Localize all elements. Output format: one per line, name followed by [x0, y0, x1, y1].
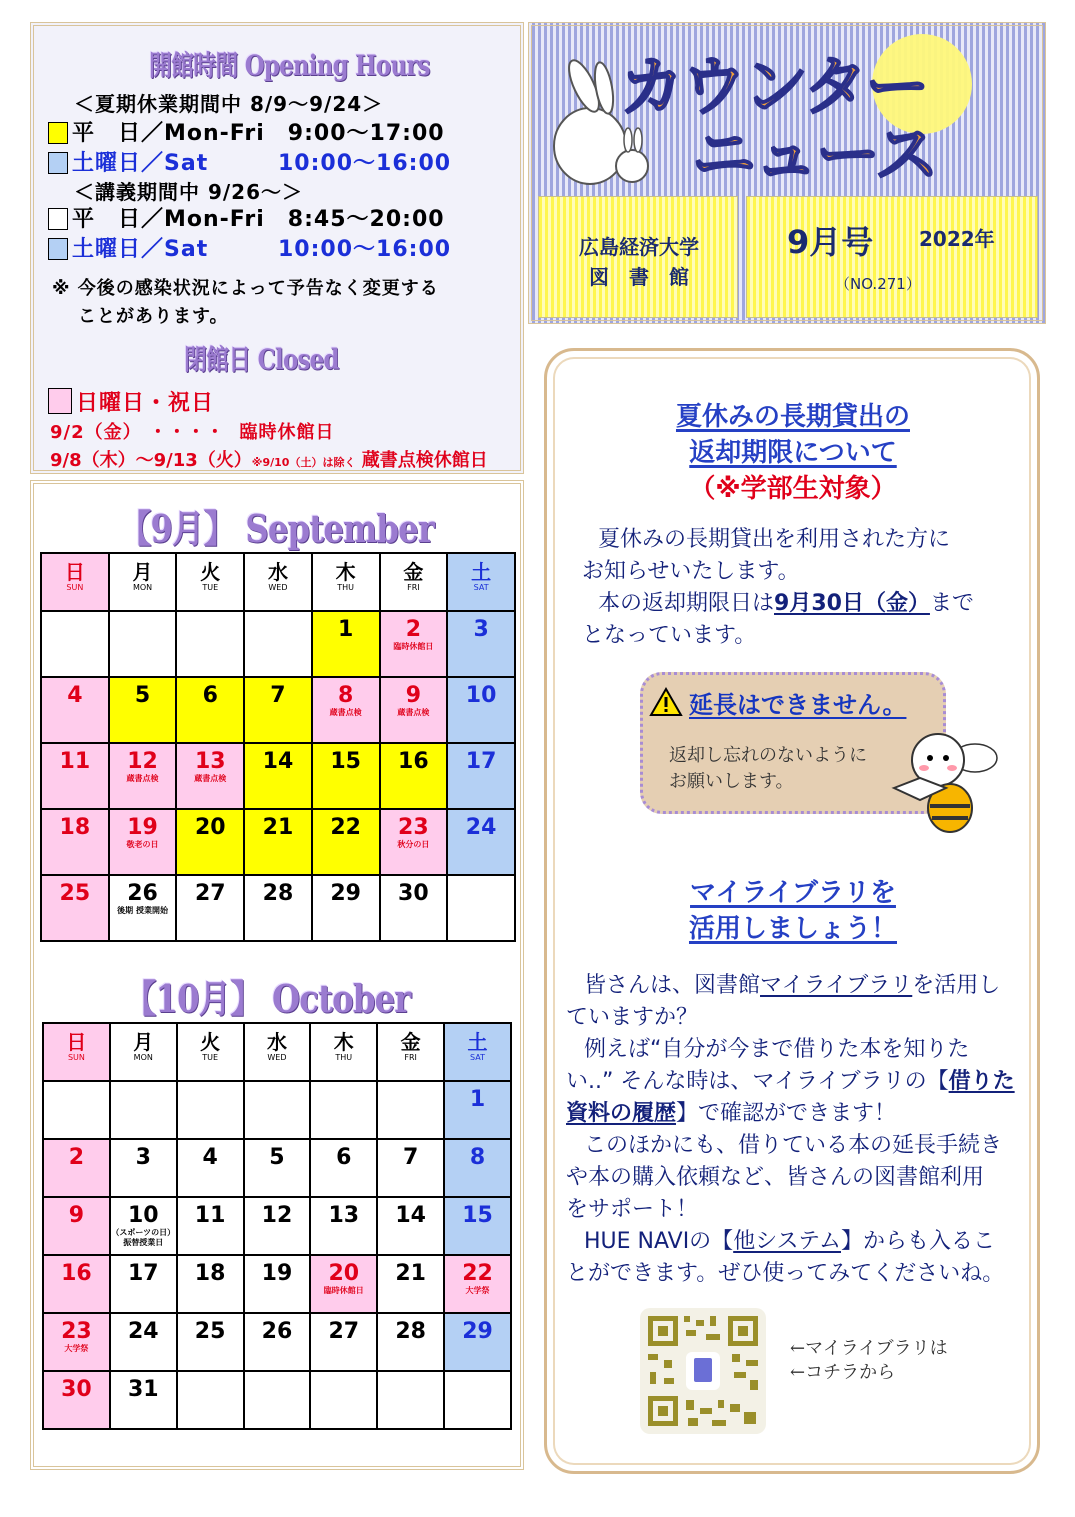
- weekday-sat: [444, 1023, 511, 1081]
- calendar-day-cell: [377, 1197, 444, 1255]
- weekday-thu: [310, 1023, 377, 1081]
- day-note: 蔵書点検: [397, 708, 430, 717]
- summer-sat-label: 土曜日／Sat: [72, 151, 209, 176]
- borrow-history-link-2[interactable]: 資料の履歴: [566, 1101, 677, 1126]
- closed-reason-1: 臨時休館日: [239, 422, 335, 443]
- weekday-tue: [176, 553, 244, 611]
- october-calendar: [42, 1022, 512, 1430]
- warning-sub-line2: お願いします。: [669, 771, 794, 792]
- day-number: 27: [194, 881, 226, 906]
- calendar-day-cell: [244, 677, 312, 743]
- calendar-week-row: [43, 1139, 511, 1197]
- weekday-header-row: [41, 553, 515, 611]
- day-number: 29: [462, 1319, 493, 1344]
- day-number: 16: [61, 1261, 92, 1286]
- october-title: 【10月】 October: [124, 976, 411, 1021]
- article1-title-line1: 夏休みの長期貸出の: [675, 402, 910, 432]
- summer-period: ＜夏期休業期間中 8/9～9/24＞: [74, 92, 384, 116]
- other-system-link[interactable]: 他システム: [733, 1229, 841, 1254]
- weekday-en: TUE: [202, 583, 219, 592]
- notice-line-2: ことがあります。: [78, 306, 229, 327]
- day-note: （スポーツの日） 振替授業日: [111, 1228, 176, 1247]
- calendar-day-cell: [380, 677, 448, 743]
- calendar-box: [30, 480, 524, 1470]
- lecture-sat-time: 10:00～16:00: [278, 237, 452, 262]
- calendar-day-cell: [244, 1313, 311, 1371]
- day-number: 15: [462, 1203, 493, 1228]
- weekday-mon: [110, 1023, 177, 1081]
- day-number: 20: [194, 815, 226, 840]
- day-number: 23: [61, 1319, 92, 1344]
- weekday-jp: 日: [64, 560, 85, 584]
- day-number: 26: [261, 1319, 293, 1344]
- day-note: 蔵書点検: [329, 708, 362, 717]
- weekday-tue: [177, 1023, 244, 1081]
- calendar-day-cell: [244, 611, 312, 677]
- calendar-day-cell: [43, 1371, 110, 1429]
- calendar-day-cell: [244, 1197, 311, 1255]
- calendar-day-cell: [444, 1139, 511, 1197]
- weekday-wed: [244, 1023, 311, 1081]
- issue-month: 9月号: [787, 223, 874, 261]
- title-line-2: ニュース: [692, 119, 937, 193]
- weekday-fri: [377, 1023, 444, 1081]
- summer-sat-time: 10:00～16:00: [278, 151, 452, 176]
- day-number: [311, 1082, 376, 1088]
- day-number: 17: [127, 1261, 159, 1286]
- article2-line7: や本の購入依頼など、皆さんの図書館利用: [566, 1165, 985, 1190]
- calendar-day-cell: [377, 1371, 444, 1429]
- issue-number: （NO.271）: [835, 275, 921, 293]
- calendar-day-cell: [41, 611, 109, 677]
- day-number: 1: [469, 1087, 486, 1112]
- day-number: 7: [270, 683, 286, 708]
- article2-line4a: い..” そんな時は、マイライブラリの【: [566, 1069, 949, 1094]
- calendar-day-cell: [176, 875, 244, 941]
- article2-line3: 例えば“自分が今まで借りた本を知りた: [584, 1037, 970, 1062]
- calendar-week-row: [41, 875, 515, 941]
- weekday-jp: 水: [267, 560, 288, 584]
- calendar-day-cell: [41, 743, 109, 809]
- weekday-jp: 火: [200, 1030, 221, 1054]
- issue-box: [746, 196, 1038, 318]
- weekday-fri: [380, 553, 448, 611]
- article1-target: （※学部生対象）: [689, 474, 897, 504]
- day-number: 8: [469, 1145, 486, 1170]
- weekday-sun: [41, 553, 109, 611]
- weekday-en: FRI: [404, 1053, 417, 1062]
- weekday-en: SUN: [66, 583, 84, 592]
- calendar-day-cell: [109, 743, 177, 809]
- day-number: 1: [338, 617, 354, 642]
- day-number: 12: [261, 1203, 293, 1228]
- warning-icon: [649, 687, 683, 717]
- day-number: 2: [405, 617, 422, 642]
- calendar-day-cell: [43, 1197, 110, 1255]
- calendar-day-cell: [177, 1081, 244, 1139]
- calendar-day-cell: [447, 611, 515, 677]
- day-note: 後期 授業開始: [117, 906, 168, 915]
- day-number: 18: [194, 1261, 226, 1286]
- day-note: 敬老の日: [126, 840, 159, 849]
- day-number: 9: [68, 1203, 85, 1228]
- calendar-day-cell: [312, 611, 380, 677]
- calendar-day-cell: [377, 1255, 444, 1313]
- article2-title-line2: 活用しましょう！: [688, 914, 897, 944]
- calendar-day-cell: [244, 1371, 311, 1429]
- calendar-day-cell: [177, 1197, 244, 1255]
- calendar-day-cell: [447, 875, 515, 941]
- no-extension-warning: 延長はできません。: [689, 691, 907, 719]
- info-panel: [540, 340, 1046, 1480]
- article2-line6: このほかにも、借りている本の延長手続き: [584, 1133, 1003, 1158]
- day-number: 8: [338, 683, 354, 708]
- calendar-day-cell: [444, 1313, 511, 1371]
- calendar-week-row: [43, 1313, 511, 1371]
- closed-title: 閉館日 Closed: [184, 343, 339, 376]
- article1-para2: お知らせいたします。: [582, 559, 800, 584]
- calendar-day-cell: [177, 1313, 244, 1371]
- weekday-jp: 水: [266, 1030, 287, 1054]
- day-number: [245, 1082, 310, 1088]
- opening-hours-box: [30, 22, 524, 474]
- weekday-en: FRI: [407, 583, 420, 592]
- day-number: 23: [398, 815, 429, 840]
- day-number: 4: [67, 683, 83, 708]
- day-number: 28: [395, 1319, 426, 1344]
- day-number: 22: [330, 815, 361, 840]
- day-number: 26: [127, 881, 158, 906]
- calendar-day-cell: [310, 1197, 377, 1255]
- qr-caption-line1: ←マイライブラリは: [790, 1338, 948, 1359]
- day-number: 19: [127, 815, 158, 840]
- weekday-en: MON: [133, 1053, 153, 1062]
- calendar-day-cell: [43, 1081, 110, 1139]
- article2-title-line1: マイライブラリを: [690, 878, 896, 908]
- weekday-jp: 月: [132, 560, 153, 584]
- calendar-day-cell: [177, 1371, 244, 1429]
- day-number: 14: [262, 749, 294, 774]
- calendar-day-cell: [380, 809, 448, 875]
- calendar-day-cell: [110, 1371, 177, 1429]
- calendar-day-cell: [244, 809, 312, 875]
- weekday-thu: [312, 553, 380, 611]
- calendar-day-cell: [43, 1313, 110, 1371]
- day-number: 11: [194, 1203, 226, 1228]
- calendar-day-cell: [377, 1081, 444, 1139]
- title-line-1: カウンター: [620, 51, 928, 125]
- article2-line9a: HUE NAVIの【: [584, 1229, 734, 1254]
- day-number: 18: [59, 815, 91, 840]
- weekday-sat: [447, 553, 515, 611]
- calendar-week-row: [43, 1255, 511, 1313]
- summer-weekday-hours: 平 日／Mon-Fri 9:00～17:00: [72, 121, 445, 146]
- day-number: 29: [330, 881, 361, 906]
- borrow-history-link[interactable]: 借りた: [948, 1069, 1015, 1094]
- day-number: [178, 1082, 243, 1088]
- day-number: 27: [328, 1319, 360, 1344]
- day-number: 16: [398, 749, 429, 774]
- day-number: 19: [261, 1261, 293, 1286]
- lecture-weekday-hours: 平 日／Mon-Fri 8:45～20:00: [72, 207, 445, 232]
- day-number: 5: [134, 683, 151, 708]
- qr-caption-line2: ←コチラから: [790, 1362, 896, 1383]
- lecture-period: ＜講義期間中 9/26～＞: [74, 180, 304, 204]
- weekday-jp: 土: [471, 560, 492, 584]
- day-number: 10: [127, 1203, 159, 1228]
- calendar-day-cell: [447, 743, 515, 809]
- closed-reason-2: 蔵書点検休館日: [361, 450, 488, 471]
- mylibrary-link[interactable]: マイライブラリ: [760, 973, 913, 998]
- warning-sub-line1: 返却し忘れのないように: [669, 745, 867, 766]
- september-title: 【9月】 September: [119, 506, 434, 551]
- day-number: [445, 1372, 510, 1378]
- day-number: [111, 1082, 176, 1088]
- day-number: 21: [395, 1261, 426, 1286]
- closed-dots: ・・・・: [148, 422, 225, 443]
- weekday-jp: 木: [333, 1030, 354, 1054]
- day-number: 30: [61, 1377, 92, 1402]
- day-number: [177, 612, 243, 618]
- calendar-day-cell: [312, 743, 380, 809]
- notice-line-1: ※ 今後の感染状況によって予告なく変更する: [52, 278, 439, 299]
- closed-date-2: 9/8（木）～9/13（火）: [50, 450, 252, 471]
- calendar-day-cell: [109, 875, 177, 941]
- day-number: 28: [262, 881, 294, 906]
- calendar-day-cell: [109, 677, 177, 743]
- calendar-day-cell: [244, 1255, 311, 1313]
- weekday-jp: 火: [200, 560, 221, 584]
- weekday-jp: 金: [400, 1030, 421, 1054]
- weekday-en: SAT: [470, 1053, 486, 1062]
- day-number: 3: [135, 1145, 151, 1170]
- day-number: [378, 1082, 443, 1088]
- weekday-jp: 土: [467, 1030, 488, 1054]
- calendar-day-cell: [109, 611, 177, 677]
- weekday-en: TUE: [202, 1053, 218, 1062]
- calendar-day-cell: [109, 809, 177, 875]
- calendar-week-row: [41, 809, 515, 875]
- day-number: [110, 612, 176, 618]
- article1-para1: 夏休みの長期貸出を利用された方に: [598, 527, 951, 552]
- weekday-en: SAT: [473, 583, 489, 592]
- day-number: [178, 1372, 243, 1378]
- day-number: 24: [465, 815, 497, 840]
- lecture-sat-label: 土曜日／Sat: [72, 237, 209, 262]
- day-number: [245, 612, 311, 618]
- day-number: 25: [194, 1319, 226, 1344]
- calendar-week-row: [43, 1081, 511, 1139]
- weekday-jp: 木: [335, 560, 356, 584]
- day-number: 7: [402, 1145, 419, 1170]
- calendar-day-cell: [380, 743, 448, 809]
- day-note: 大学祭: [465, 1286, 490, 1295]
- calendar-week-row: [41, 677, 515, 743]
- weekday-mon: [109, 553, 177, 611]
- day-number: 15: [330, 749, 361, 774]
- weekday-header-row: [43, 1023, 511, 1081]
- calendar-week-row: [43, 1371, 511, 1429]
- calendar-day-cell: [444, 1197, 511, 1255]
- weekday-en: SUN: [67, 1053, 85, 1062]
- calendar-day-cell: [310, 1371, 377, 1429]
- weekday-jp: 月: [133, 1030, 154, 1054]
- calendar-day-cell: [377, 1139, 444, 1197]
- day-number: 14: [395, 1203, 426, 1228]
- calendar-day-cell: [110, 1081, 177, 1139]
- calendar-day-cell: [380, 611, 448, 677]
- article2-line10: とができます。ぜひ使ってみてくださいね。: [566, 1261, 1005, 1286]
- day-note: 秋分の日: [397, 840, 430, 849]
- weekday-jp: 日: [66, 1030, 87, 1054]
- university-name: 広島経済大学: [579, 235, 699, 259]
- article1-para4: となっています。: [582, 623, 757, 648]
- calendar-day-cell: [312, 677, 380, 743]
- calendar-day-cell: [312, 875, 380, 941]
- day-number: 9: [405, 683, 422, 708]
- calendar-week-row: [41, 743, 515, 809]
- calendar-day-cell: [41, 677, 109, 743]
- day-number: [311, 1372, 376, 1378]
- weekday-jp: 金: [403, 560, 424, 584]
- mylibrary-qr-code[interactable]: [640, 1308, 766, 1434]
- weekday-wed: [244, 553, 312, 611]
- day-number: [378, 1372, 443, 1378]
- day-number: [44, 1082, 109, 1088]
- day-number: 2: [68, 1145, 85, 1170]
- weekday-en: THU: [337, 583, 355, 592]
- issue-year: 2022年: [919, 227, 995, 251]
- calendar-day-cell: [447, 677, 515, 743]
- day-number: 6: [202, 683, 218, 708]
- day-note: 臨時休館日: [323, 1286, 364, 1295]
- day-number: 6: [336, 1145, 352, 1170]
- weekday-en: WED: [267, 1053, 287, 1062]
- weekday-color-square: [48, 208, 68, 230]
- day-note: 蔵書点検: [126, 774, 159, 783]
- calendar-day-cell: [176, 809, 244, 875]
- calendar-day-cell: [176, 677, 244, 743]
- bee-reading-illustration: [890, 730, 1000, 840]
- calendar-day-cell: [310, 1139, 377, 1197]
- library-name-box: [538, 196, 738, 318]
- calendar-day-cell: [177, 1255, 244, 1313]
- saturday-color-square: [48, 152, 68, 174]
- calendar-day-cell: [41, 809, 109, 875]
- day-number: [448, 876, 514, 882]
- day-number: 31: [127, 1377, 159, 1402]
- calendar-day-cell: [444, 1255, 511, 1313]
- day-number: 13: [194, 749, 226, 774]
- calendar-week-row: [41, 611, 515, 677]
- calendar-day-cell: [177, 1139, 244, 1197]
- day-number: 5: [269, 1145, 285, 1170]
- newsletter-header: [528, 22, 1046, 324]
- calendar-day-cell: [447, 809, 515, 875]
- weekday-en: THU: [335, 1053, 353, 1062]
- closed-date-1: 9/2（金）: [50, 422, 142, 443]
- closed-sundays: 日曜日・祝日: [76, 391, 215, 416]
- day-number: 10: [465, 683, 497, 708]
- day-number: 22: [462, 1261, 493, 1286]
- day-number: 20: [328, 1261, 360, 1286]
- calendar-day-cell: [176, 743, 244, 809]
- day-number: 3: [473, 617, 489, 642]
- article2-line1a: 皆さんは、図書館: [584, 973, 761, 998]
- calendar-day-cell: [244, 743, 312, 809]
- article1-para3a: 本の返却期限日は: [598, 591, 775, 616]
- day-number: [245, 1372, 310, 1378]
- calendar-day-cell: [176, 611, 244, 677]
- due-date: 9月30日（金）: [774, 591, 930, 616]
- day-note: 臨時休館日: [393, 642, 434, 651]
- article1-title-line2: 返却期限について: [689, 438, 897, 468]
- opening-hours-title: 開館時間 Opening Hours: [149, 49, 430, 82]
- calendar-day-cell: [110, 1313, 177, 1371]
- day-note: 大学祭: [64, 1344, 89, 1353]
- calendar-day-cell: [310, 1081, 377, 1139]
- calendar-day-cell: [110, 1197, 177, 1255]
- article1-para3c: まで: [929, 591, 974, 616]
- holiday-color-square: [48, 388, 72, 414]
- calendar-day-cell: [444, 1371, 511, 1429]
- day-note: 蔵書点検: [194, 774, 227, 783]
- day-number: 17: [465, 749, 497, 774]
- calendar-day-cell: [244, 875, 312, 941]
- article2-line5b: 】で確認ができます！: [676, 1101, 897, 1126]
- calendar-day-cell: [380, 875, 448, 941]
- closed-exception: ※9/10（土）は除く: [251, 456, 356, 469]
- calendar-day-cell: [310, 1255, 377, 1313]
- september-calendar: [40, 552, 516, 942]
- calendar-day-cell: [244, 1139, 311, 1197]
- weekday-en: MON: [132, 583, 153, 592]
- calendar-day-cell: [110, 1255, 177, 1313]
- calendar-day-cell: [310, 1313, 377, 1371]
- weekday-en: WED: [268, 583, 288, 592]
- day-number: 21: [262, 815, 294, 840]
- library-name: 図 書 館: [589, 265, 689, 289]
- saturday-color-square: [48, 238, 68, 260]
- article2-line9c: 】からも入るこ: [841, 1229, 996, 1254]
- calendar-day-cell: [377, 1313, 444, 1371]
- day-number: 11: [59, 749, 91, 774]
- calendar-day-cell: [312, 809, 380, 875]
- day-number: 12: [127, 749, 158, 774]
- calendar-day-cell: [41, 875, 109, 941]
- calendar-day-cell: [43, 1139, 110, 1197]
- article2-line2: ていますか？: [566, 1005, 699, 1030]
- calendar-day-cell: [110, 1139, 177, 1197]
- calendar-day-cell: [244, 1081, 311, 1139]
- day-number: [42, 612, 108, 618]
- day-number: 13: [328, 1203, 360, 1228]
- weekday-sun: [43, 1023, 110, 1081]
- weekday-color-square: [48, 122, 68, 144]
- calendar-day-cell: [444, 1081, 511, 1139]
- calendar-week-row: [43, 1197, 511, 1255]
- article2-line1c: を活用し: [912, 973, 1001, 998]
- day-number: 24: [127, 1319, 159, 1344]
- calendar-day-cell: [43, 1255, 110, 1313]
- day-number: 30: [398, 881, 429, 906]
- article2-line8: をサポート！: [566, 1197, 699, 1222]
- day-number: 25: [59, 881, 91, 906]
- day-number: 4: [202, 1145, 218, 1170]
